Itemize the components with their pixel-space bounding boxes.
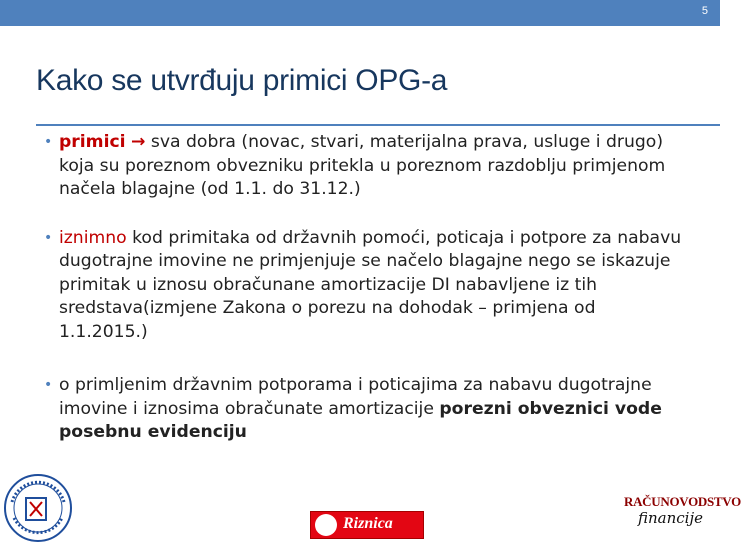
term-iznimno: iznimno <box>59 227 127 248</box>
bullet-dot-icon: • <box>44 229 53 246</box>
riznica-logo <box>310 511 424 539</box>
bullet-dot-icon: • <box>44 134 53 150</box>
racunovodstvo-logo-subtitle: financije <box>638 509 703 527</box>
bullet-text: kod primitaka od državnih pomoći, poticaja i potpore za nabavu dugotrajne imovine ne primjenjuje se načelo blagajne nego se iskazuje primitak u iznosu obračunane amortizacije DI nabavljene iz tih sredstava(izmjene Zakona o porezu na dohodak – primjena od 1.1.2015.) <box>59 227 682 342</box>
arrow-right-icon: → <box>131 132 146 152</box>
top-bar <box>0 0 720 26</box>
title-divider <box>36 124 720 126</box>
bullet-item-primici <box>44 131 684 202</box>
slide-title: Kako se utvrđuju primici OPG-a <box>36 64 448 97</box>
emphasis-evidencija: porezni obveznici vode posebnu evidenciju <box>59 398 662 442</box>
bullet-item-evidencija <box>44 374 684 445</box>
bullet-text: o primljenim državnim potporama i poticajima za nabavu dugotrajne imovine i iznosima obračunate amortizacije <box>59 375 652 419</box>
bullet-text: sva dobra (novac, stvari, materijalna prava, usluge i drugo) koja su poreznom obvezniku pritekla u poreznom razdoblju primjenom načela blagajne (od 1.1. do 31.12.) <box>59 132 666 199</box>
term-primici: primici <box>59 132 126 152</box>
racunovodstvo-logo-title: RAČUNOVODSTVO <box>624 494 741 509</box>
riznica-emblem-icon <box>315 514 337 536</box>
slide-number: 5 <box>701 5 708 17</box>
bullet-item-iznimno <box>44 227 684 345</box>
bullet-list <box>44 131 684 445</box>
riznica-logo-text: Riznica <box>343 515 393 532</box>
bullet-dot-icon: • <box>44 377 53 393</box>
institution-seal-icon <box>2 472 74 544</box>
racunovodstvo-logo <box>624 494 741 538</box>
